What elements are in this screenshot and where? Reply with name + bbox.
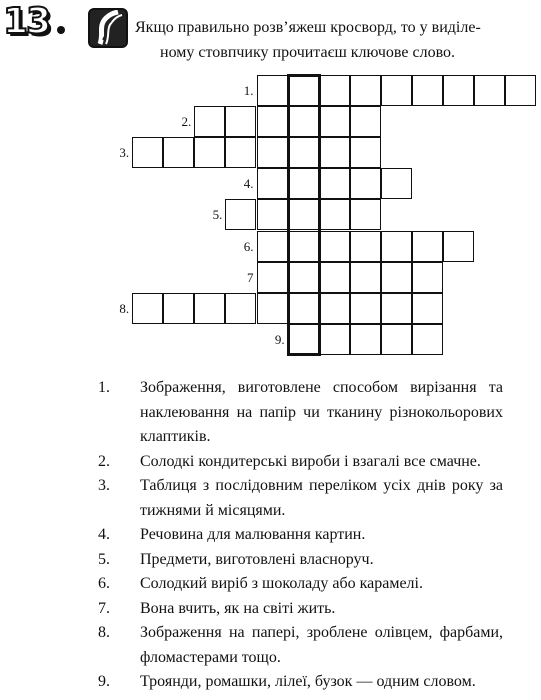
- clue-number: 9.: [98, 673, 110, 690]
- crossword-cell[interactable]: [288, 262, 319, 293]
- crossword-cell[interactable]: [381, 324, 412, 355]
- clue-number: 5.: [98, 550, 110, 568]
- crossword-cell[interactable]: [288, 293, 319, 324]
- crossword-cell[interactable]: [505, 75, 536, 106]
- clue-item: [98, 621, 503, 670]
- crossword-cell[interactable]: [381, 168, 412, 199]
- clue-text: Солодкий виріб з шоколаду або карамелі.: [140, 575, 423, 592]
- crossword-cell[interactable]: [319, 75, 350, 106]
- clue-text: Зображення, виготовлене способом вирізання та наклеювання на папір чи тканину різнокольорових клаптиків.: [140, 379, 503, 445]
- row-label-5: 5.: [212, 207, 223, 223]
- clue-text: Солодкі кондитерські вироби і взагалі все смачне.: [140, 452, 481, 470]
- crossword-cell[interactable]: [288, 75, 319, 106]
- crossword-cell[interactable]: [319, 324, 350, 355]
- crossword-cell[interactable]: [257, 262, 288, 293]
- task-number-dot: [57, 26, 65, 34]
- crossword-cell[interactable]: [474, 75, 505, 106]
- crossword-cell[interactable]: [225, 137, 256, 168]
- intro-line-1: Якщо правильно розв’яжеш кросворд, то у виділе-: [135, 19, 481, 36]
- crossword-cell[interactable]: [288, 231, 319, 262]
- clue-text: Троянди, ромашки, лілеї, бузок — одним словом.: [140, 673, 476, 690]
- row-label-7: 7: [247, 269, 254, 285]
- row-label-4: 4.: [243, 176, 254, 192]
- intro-line-2: ному стовпчику прочитаєш ключове слово.: [160, 44, 456, 61]
- clue-number: 1.: [98, 379, 110, 396]
- task-intro: [135, 15, 515, 65]
- crossword-cell[interactable]: [225, 293, 256, 324]
- crossword-cell[interactable]: [257, 293, 288, 324]
- crossword-cell[interactable]: [163, 293, 194, 324]
- crossword-cell[interactable]: [381, 293, 412, 324]
- crossword-cell[interactable]: [257, 199, 288, 230]
- clue-text: Предмети, виготовлені власноруч.: [140, 550, 374, 568]
- crossword-cell[interactable]: [132, 293, 163, 324]
- crossword-cell[interactable]: [257, 75, 288, 106]
- crossword-cell[interactable]: [412, 231, 443, 262]
- crossword-cell[interactable]: [350, 106, 381, 137]
- task-number: 13: [3, 1, 50, 42]
- task-number-badge: [3, 2, 63, 42]
- crossword-cell[interactable]: [381, 75, 412, 106]
- row-label-2: 2.: [181, 114, 192, 130]
- clue-item: [98, 670, 503, 695]
- crossword-cell[interactable]: [319, 106, 350, 137]
- crossword-cell[interactable]: [350, 231, 381, 262]
- crossword-cell[interactable]: [163, 137, 194, 168]
- crossword-cell[interactable]: [412, 324, 443, 355]
- crossword-cell[interactable]: [257, 137, 288, 168]
- crossword-cell[interactable]: [132, 137, 163, 168]
- crossword-cell[interactable]: [194, 106, 225, 137]
- crossword-cell[interactable]: [257, 231, 288, 262]
- crossword-cell[interactable]: [257, 168, 288, 199]
- clue-item: [98, 376, 503, 450]
- crossword-cell[interactable]: [381, 231, 412, 262]
- crossword-cell[interactable]: [288, 106, 319, 137]
- clue-item: [98, 523, 503, 548]
- crossword-cell[interactable]: [443, 75, 474, 106]
- clue-text: Зображення на папері, зроблене олівцем, фарбами, фломастерами тощо.: [140, 624, 503, 666]
- crossword-cell[interactable]: [319, 293, 350, 324]
- crossword-cell[interactable]: [288, 199, 319, 230]
- crossword-cell[interactable]: [194, 137, 225, 168]
- crossword-cell[interactable]: [319, 137, 350, 168]
- crossword-cell[interactable]: [350, 75, 381, 106]
- clue-item: [98, 548, 503, 573]
- crossword-cell[interactable]: [319, 262, 350, 293]
- row-label-8: 8.: [119, 300, 130, 316]
- crossword-cell[interactable]: [350, 324, 381, 355]
- crossword-cell[interactable]: [319, 231, 350, 262]
- crossword-cell[interactable]: [381, 262, 412, 293]
- clue-item: [98, 450, 503, 475]
- clue-item: [98, 597, 503, 622]
- crossword-cell[interactable]: [350, 137, 381, 168]
- row-label-3: 3.: [119, 145, 130, 161]
- crossword-cell[interactable]: [350, 262, 381, 293]
- crossword-cell[interactable]: [225, 199, 256, 230]
- row-label-1: 1.: [243, 83, 254, 98]
- crossword-cell[interactable]: [350, 293, 381, 324]
- crossword-cell[interactable]: [319, 199, 350, 230]
- crossword-cell[interactable]: [412, 293, 443, 324]
- clue-number: 2.: [98, 452, 110, 470]
- crossword-cell[interactable]: [412, 75, 443, 106]
- crossword-cell[interactable]: [412, 262, 443, 293]
- crossword-cell[interactable]: [288, 168, 319, 199]
- clue-text: Вона вчить, як на світі жить.: [140, 599, 336, 617]
- clue-number: 8.: [98, 624, 110, 641]
- clue-number: 3.: [98, 477, 110, 494]
- clue-number: 4.: [98, 526, 110, 543]
- clue-number: 7.: [98, 599, 110, 617]
- crossword-cell[interactable]: [319, 168, 350, 199]
- row-label-6: 6.: [243, 238, 254, 254]
- clue-list: [98, 376, 503, 695]
- crossword-cell[interactable]: [194, 293, 225, 324]
- row-label-9: 9.: [274, 331, 285, 347]
- clue-item: [98, 474, 503, 523]
- crossword-cell[interactable]: [288, 137, 319, 168]
- clue-number: 6.: [98, 575, 110, 592]
- crossword-cell[interactable]: [443, 231, 474, 262]
- crossword-cell[interactable]: [350, 168, 381, 199]
- clue-text: Речовина для малювання картин.: [140, 526, 366, 543]
- crossword-cell[interactable]: [257, 106, 288, 137]
- clue-item: [98, 572, 503, 597]
- crossword-cell[interactable]: [350, 199, 381, 230]
- road-icon-graphic: [90, 10, 126, 46]
- crossword-cell[interactable]: [225, 106, 256, 137]
- crossword-cell[interactable]: [288, 324, 319, 355]
- clue-text: Таблиця з послідовним переліком усіх днів року за тижнями й місяцями.: [140, 477, 503, 519]
- road-icon: [88, 8, 128, 48]
